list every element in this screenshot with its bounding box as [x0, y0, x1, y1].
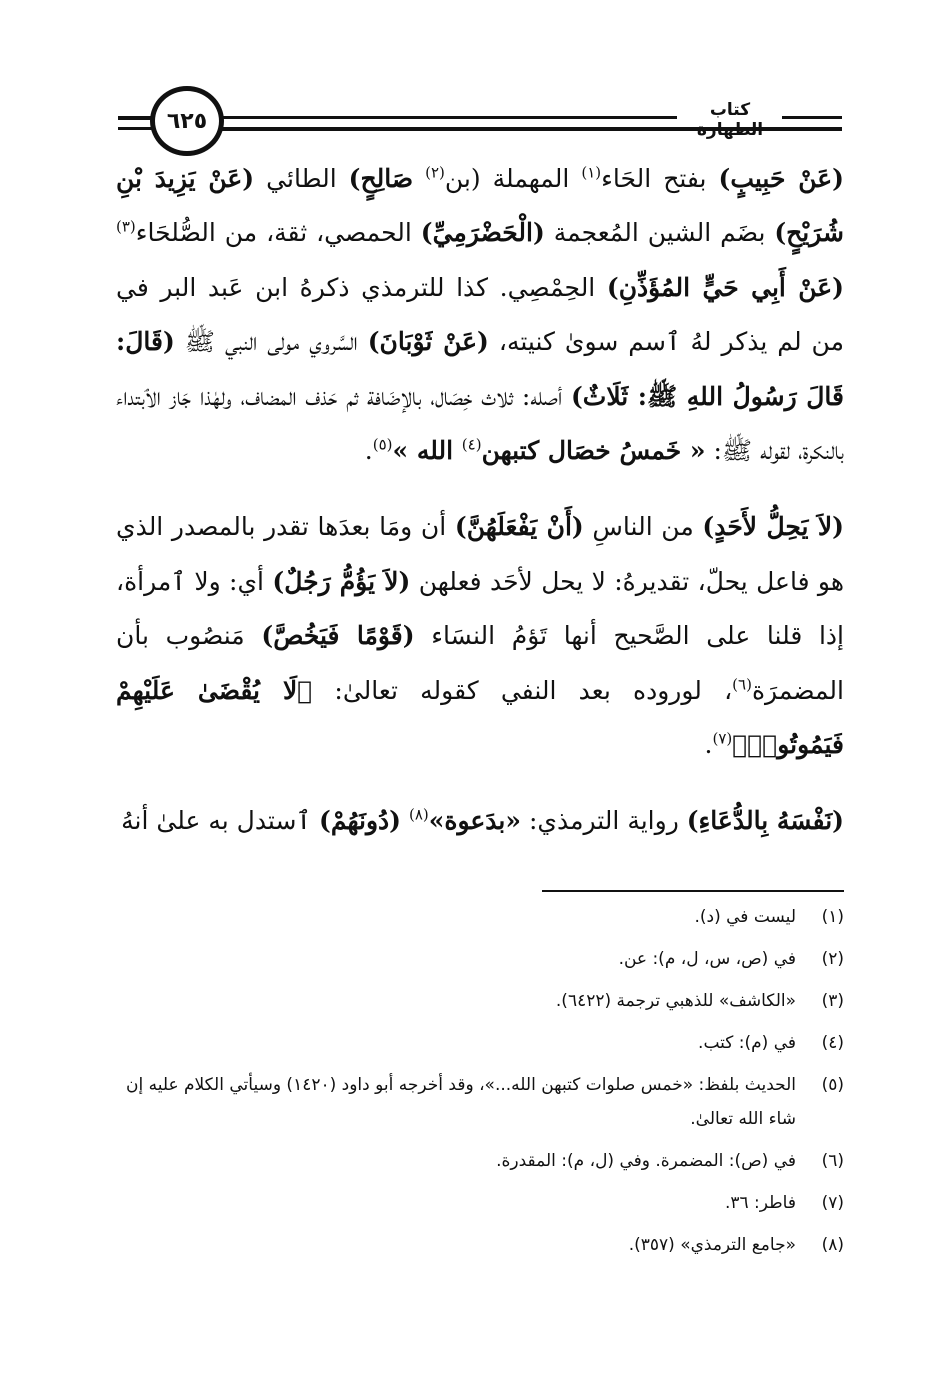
- footnote-ref: (٦): [732, 675, 752, 694]
- footnote-number: (٣): [821, 991, 844, 1011]
- commentary-text: ٱستدل به علىٰ أنهُ: [121, 806, 320, 836]
- matn-text: (قَوْمًا فَيَخُصَّ): [261, 621, 415, 651]
- matn-text: (لاَ يَؤُمُّ رَجُلٌ): [272, 566, 411, 596]
- page-number: ٦٢٥: [166, 108, 208, 134]
- footnote-text: الحديث بلفظ: «خمس صلوات كتبهن الله...»، وقد أخرجه أبو داود (١٤٢٠) وسيأتي الكلام عليه إن شاء الله تعالىٰ.: [125, 1075, 796, 1129]
- footnote-item: [116, 942, 844, 976]
- commentary-text: .: [364, 436, 373, 466]
- matn-text: (عَنْ ثَوْبَانَ): [367, 327, 489, 357]
- footnote-item: [116, 984, 844, 1018]
- footnote-text: «جامع الترمذي» (٣٥٧).: [628, 1235, 796, 1255]
- footnote-item: [116, 1228, 844, 1262]
- footnote-text: ليست في (د).: [694, 907, 796, 927]
- footnote-ref: (٣): [116, 218, 136, 237]
- footnote-number: (٥): [821, 1075, 844, 1095]
- footnote-text: في (ص): المضمرة. وفي (ل، م): المقدرة.: [496, 1151, 796, 1171]
- footnote-number: (٧): [821, 1193, 844, 1213]
- commentary-text: بضَم الشين المُعجمة: [544, 218, 775, 248]
- footnote-ref: (٧): [712, 729, 733, 748]
- commentary-text: أن ومَا بعدَها تقدر بالمصدر الذي هو فاعل يحلّ، تقديرهُ: لا يحل لأحَد فعلهن: [116, 512, 844, 596]
- matn-text: (قَالَ: قَالَ رَسُولُ اللهِ ﷺ: ثَلَاثٌ): [116, 327, 844, 411]
- footnote-number: (٨): [821, 1235, 844, 1255]
- matn-text: الله »: [392, 436, 462, 466]
- commentary-text: [413, 164, 425, 193]
- footnote-text: في (ص، س، ل، م): عن.: [618, 949, 796, 969]
- matn-text: (عَنْ أَبِي حَيٍّ المُؤَذِّنِ): [606, 272, 844, 302]
- matn-text: ﴿لَا يُقْضَىٰ عَلَيْهِمْ فَيَمُوتُوا۟﴾: [116, 675, 844, 760]
- matn-text: « خَمسُ خصَال كتبهن: [481, 436, 706, 466]
- matn-text: (لاَ يَحِلُّ لأَحَدٍ): [702, 512, 844, 542]
- footnote-item: [116, 1186, 844, 1220]
- commentary-text: بفتح الحَاء: [601, 164, 719, 193]
- matn-text: صَالِحٍ): [348, 164, 414, 193]
- matn-text: (عَنْ يَزِيدَ بْنِ شُرَيْحٍ): [116, 164, 844, 248]
- footnote-separator: [542, 890, 844, 892]
- commentary-text: مَنصُوب بأن المضمرَة: [116, 621, 844, 705]
- commentary-text: رواية الترمذي:: [521, 806, 687, 836]
- commentary-text: الحِمْصِي. كذا للترمذي ذكرهُ ابن عَبد البر في من لم يذكر لهُ ٱسم سوىٰ كنيته،: [116, 272, 844, 357]
- commentary-text: .: [704, 730, 713, 760]
- footnote-ref: (٤): [461, 435, 482, 454]
- footnote-item: [116, 1144, 844, 1178]
- matn-text: (دُونَهُمْ): [319, 806, 402, 836]
- footnotes: [116, 900, 844, 1270]
- commentary-text: [401, 806, 409, 835]
- matn-text: (أَنْ يَفْعَلَهُنَّ): [454, 512, 584, 542]
- commentary-text: الحمصي، ثقة، من الصُّلحَاء: [135, 218, 421, 248]
- footnote-ref: (٨): [408, 806, 429, 825]
- footnote-item: [116, 1026, 844, 1060]
- running-title: كتاب الطهارة: [696, 100, 764, 140]
- footnote-ref: (٥): [372, 435, 393, 454]
- body-paragraph: [116, 152, 844, 478]
- body-paragraph: [116, 500, 844, 772]
- commentary-text: ، لوروده بعد النفي كقوله تعالىٰ:: [312, 675, 733, 705]
- footnote-number: (٦): [821, 1151, 844, 1171]
- commentary-text: المهملة (بن: [444, 164, 582, 193]
- matn-text: (نَفْسَهُ بِالدُّعَاءِ): [686, 806, 844, 836]
- footnote-text: فاطر: ٣٦.: [724, 1193, 796, 1213]
- footnote-ref: (١): [581, 163, 602, 182]
- matn-text: «بدَعوة»: [428, 806, 522, 836]
- header-rule: [222, 116, 677, 119]
- commentary-text: من الناسِ: [583, 512, 703, 542]
- body-paragraph: [116, 794, 844, 848]
- footnote-text: في (م): كتب.: [698, 1033, 796, 1053]
- footnote-text: «الكاشف» للذهبي ترجمة (٦٤٢٢).: [555, 991, 796, 1011]
- commentary-text: أصله: ثلاث خِصَال، بالإضَافة ثم حَذف المضاف، ولهٰذا جَاز الٱبتداء بالنكرة، لقوله ﷺ:: [116, 381, 844, 466]
- footnote-number: (١): [821, 907, 844, 927]
- page-header: [0, 0, 939, 160]
- footnote-item: [116, 900, 844, 934]
- matn-text: (الْحَضْرَمِيِّ): [420, 218, 545, 248]
- footnote-number: (٤): [821, 1033, 844, 1053]
- commentary-text: الطائي: [254, 164, 349, 193]
- footnote-item: [116, 1068, 844, 1136]
- commentary-text: أي: ولا ٱمرأة، إذا قلنا على الصَّحيح أنها تَؤمُ النسَاء: [116, 566, 845, 651]
- commentary-text: السَّروي مولى النبي ﷺ: [174, 327, 368, 357]
- footnote-number: (٢): [821, 949, 844, 969]
- footnote-ref: (٢): [425, 163, 445, 182]
- main-text: [116, 152, 844, 849]
- matn-text: (عَنْ حَبِيبٍ): [718, 164, 844, 193]
- header-rule: [782, 116, 842, 119]
- page-number-badge: [150, 86, 224, 156]
